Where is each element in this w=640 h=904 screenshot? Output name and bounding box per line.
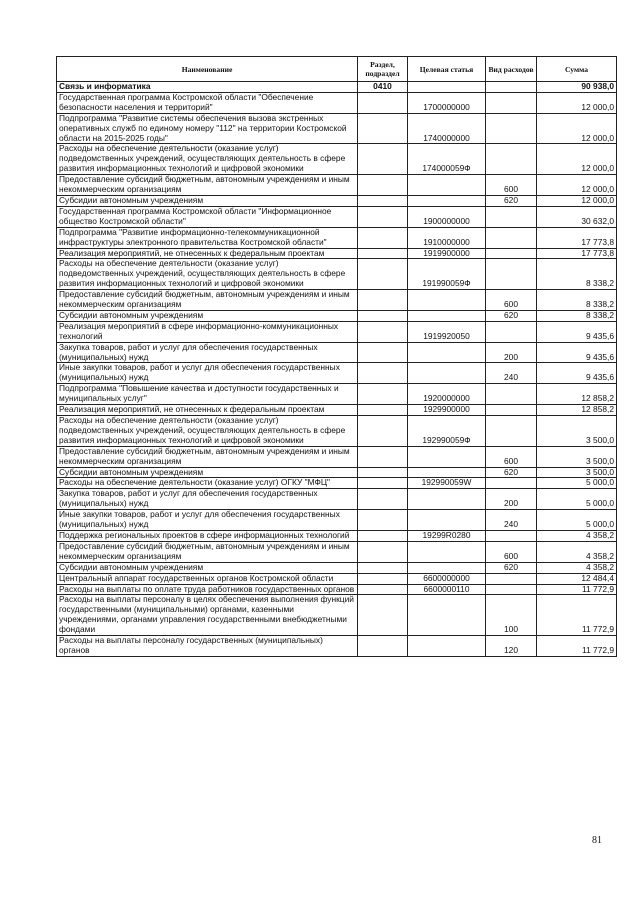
cell-name: Подпрограмма "Развитие системы обеспечения вызова экстренных оперативных служб по единому номеру "112" на территории Костромской области на 2015-2025 годы" <box>57 113 358 144</box>
cell-sum: 11 772,9 <box>537 636 617 657</box>
cell-sum: 3 500,0 <box>537 416 617 447</box>
cell-target: 6600000110 <box>408 584 486 595</box>
cell-kind: 620 <box>486 467 537 478</box>
cell-sum: 3 500,0 <box>537 467 617 478</box>
cell-section <box>358 573 408 584</box>
cell-target: 192990059Ф <box>408 416 486 447</box>
table-row <box>57 573 617 584</box>
cell-kind <box>486 416 537 447</box>
table-row <box>57 530 617 541</box>
cell-target <box>408 175 486 196</box>
cell-sum: 90 938,0 <box>537 82 617 93</box>
cell-sum: 9 435,6 <box>537 363 617 384</box>
cell-kind: 200 <box>486 489 537 510</box>
cell-sum: 8 338,2 <box>537 310 617 321</box>
table-row <box>57 206 617 227</box>
cell-section <box>358 310 408 321</box>
cell-sum: 12 858,2 <box>537 384 617 405</box>
table-row <box>57 321 617 342</box>
cell-kind <box>486 321 537 342</box>
cell-section <box>358 113 408 144</box>
cell-kind <box>486 530 537 541</box>
cell-name: Реализация мероприятий в сфере информационно-коммуникационных технологий <box>57 321 358 342</box>
cell-target <box>408 363 486 384</box>
table-row <box>57 113 617 144</box>
cell-kind <box>486 82 537 93</box>
cell-target: 19299R0280 <box>408 530 486 541</box>
cell-section <box>358 195 408 206</box>
table-row <box>57 384 617 405</box>
cell-sum: 17 773,8 <box>537 227 617 248</box>
cell-kind: 620 <box>486 562 537 573</box>
cell-target <box>408 290 486 311</box>
table-row <box>57 595 617 636</box>
cell-name: Расходы на обеспечение деятельности (оказание услуг) ОГКУ "МФЦ" <box>57 478 358 489</box>
cell-sum: 4 358,2 <box>537 562 617 573</box>
cell-target <box>408 510 486 531</box>
cell-sum: 11 772,9 <box>537 595 617 636</box>
cell-section <box>358 510 408 531</box>
cell-section <box>358 227 408 248</box>
cell-target: 1900000000 <box>408 206 486 227</box>
table-row <box>57 310 617 321</box>
table-row <box>57 363 617 384</box>
cell-target: 1929900000 <box>408 405 486 416</box>
cell-name: Расходы на обеспечение деятельности (оказание услуг) подведомственных учреждений, осуществляющих деятельность в сфере развития информационных технологий и цифровой экономики <box>57 416 358 447</box>
cell-kind: 600 <box>486 541 537 562</box>
cell-sum: 11 772,9 <box>537 584 617 595</box>
table-row <box>57 446 617 467</box>
cell-kind: 240 <box>486 510 537 531</box>
cell-name: Предоставление субсидий бюджетным, автономным учреждениям и иным некоммерческим организациям <box>57 446 358 467</box>
table-body <box>57 82 617 657</box>
cell-name: Иные закупки товаров, работ и услуг для обеспечения государственных (муниципальных) нужд <box>57 510 358 531</box>
cell-sum: 12 000,0 <box>537 195 617 206</box>
table-row <box>57 584 617 595</box>
cell-kind: 620 <box>486 310 537 321</box>
cell-section <box>358 467 408 478</box>
cell-kind <box>486 227 537 248</box>
cell-target: 1919900000 <box>408 248 486 259</box>
cell-name: Субсидии автономным учреждениям <box>57 467 358 478</box>
table-row <box>57 195 617 206</box>
cell-target <box>408 195 486 206</box>
cell-target <box>408 541 486 562</box>
cell-kind: 600 <box>486 175 537 196</box>
cell-name: Закупка товаров, работ и услуг для обеспечения государственных (муниципальных) нужд <box>57 489 358 510</box>
cell-target: 1700000000 <box>408 92 486 113</box>
cell-sum: 12 484,4 <box>537 573 617 584</box>
header-name: Наименование <box>57 57 358 82</box>
cell-name: Расходы на выплаты персоналу в целях обеспечения выполнения функций государственными (муниципальными) органами, казенными учреждениями, органами управления государственными внебюджетными фондами <box>57 595 358 636</box>
cell-section <box>358 175 408 196</box>
cell-name: Расходы на обеспечение деятельности (оказание услуг) подведомственных учреждений, осуществляющих деятельность в сфере развития информационных технологий и цифровой экономики <box>57 259 358 290</box>
table-row <box>57 562 617 573</box>
table-row <box>57 259 617 290</box>
cell-name: Расходы на обеспечение деятельности (оказание услуг) подведомственных учреждений, осуществляющих деятельность в сфере развития информационных технологий и цифровой экономики <box>57 144 358 175</box>
cell-kind <box>486 92 537 113</box>
table-row <box>57 489 617 510</box>
cell-name: Закупка товаров, работ и услуг для обеспечения государственных (муниципальных) нужд <box>57 342 358 363</box>
cell-section <box>358 541 408 562</box>
table-row <box>57 82 617 93</box>
cell-sum: 5 000,0 <box>537 489 617 510</box>
cell-target: 1740000000 <box>408 113 486 144</box>
cell-name: Предоставление субсидий бюджетным, автономным учреждениям и иным некоммерческим организациям <box>57 290 358 311</box>
cell-kind <box>486 384 537 405</box>
cell-sum: 4 358,2 <box>537 541 617 562</box>
cell-section <box>358 405 408 416</box>
table-row <box>57 342 617 363</box>
cell-target <box>408 562 486 573</box>
cell-kind: 120 <box>486 636 537 657</box>
table-row <box>57 478 617 489</box>
cell-target: 1919920050 <box>408 321 486 342</box>
cell-target: 191990059Ф <box>408 259 486 290</box>
cell-name: Субсидии автономным учреждениям <box>57 310 358 321</box>
header-kind: Вид расходов <box>486 57 537 82</box>
cell-target: 6600000000 <box>408 573 486 584</box>
table-row <box>57 405 617 416</box>
cell-section: 0410 <box>358 82 408 93</box>
cell-target <box>408 82 486 93</box>
cell-sum: 12 000,0 <box>537 175 617 196</box>
cell-section <box>358 290 408 311</box>
cell-section <box>358 248 408 259</box>
table-row <box>57 175 617 196</box>
table-row <box>57 290 617 311</box>
table-row <box>57 510 617 531</box>
table-row <box>57 416 617 447</box>
cell-kind: 600 <box>486 446 537 467</box>
cell-name: Реализация мероприятий, не отнесенных к федеральным проектам <box>57 248 358 259</box>
cell-target <box>408 595 486 636</box>
cell-kind: 240 <box>486 363 537 384</box>
cell-section <box>358 584 408 595</box>
cell-sum: 9 435,6 <box>537 342 617 363</box>
cell-name: Субсидии автономным учреждениям <box>57 195 358 206</box>
cell-sum: 8 338,2 <box>537 290 617 311</box>
cell-target <box>408 489 486 510</box>
cell-section <box>358 144 408 175</box>
cell-target <box>408 342 486 363</box>
cell-kind <box>486 113 537 144</box>
cell-section <box>358 446 408 467</box>
cell-target: 1920000000 <box>408 384 486 405</box>
table-row <box>57 541 617 562</box>
cell-section <box>358 530 408 541</box>
cell-name: Поддержка региональных проектов в сфере информационных технологий <box>57 530 358 541</box>
cell-sum: 8 338,2 <box>537 259 617 290</box>
cell-name: Государственная программа Костромской области "Информационное общество Костромской области" <box>57 206 358 227</box>
cell-section <box>358 595 408 636</box>
cell-name: Предоставление субсидий бюджетным, автономным учреждениям и иным некоммерческим организациям <box>57 175 358 196</box>
cell-name: Государственная программа Костромской области "Обеспечение безопасности населения и территорий" <box>57 92 358 113</box>
cell-sum: 12 000,0 <box>537 92 617 113</box>
cell-kind <box>486 405 537 416</box>
cell-sum: 4 358,2 <box>537 530 617 541</box>
cell-name: Предоставление субсидий бюджетным, автономным учреждениям и иным некоммерческим организациям <box>57 541 358 562</box>
cell-sum: 5 000,0 <box>537 510 617 531</box>
cell-name: Связь и информатика <box>57 82 358 93</box>
cell-kind <box>486 259 537 290</box>
table-row <box>57 92 617 113</box>
cell-sum: 9 435,6 <box>537 321 617 342</box>
cell-kind <box>486 478 537 489</box>
cell-kind: 200 <box>486 342 537 363</box>
cell-name: Расходы на выплаты персоналу государственных (муниципальных) органов <box>57 636 358 657</box>
cell-section <box>358 416 408 447</box>
table-row <box>57 248 617 259</box>
table-row <box>57 636 617 657</box>
cell-target: 174000059Ф <box>408 144 486 175</box>
cell-target <box>408 636 486 657</box>
cell-sum: 17 773,8 <box>537 248 617 259</box>
cell-sum: 12 000,0 <box>537 113 617 144</box>
cell-name: Расходы на выплаты по оплате труда работников государственных органов <box>57 584 358 595</box>
cell-section <box>358 321 408 342</box>
cell-name: Центральный аппарат государственных органов Костромской области <box>57 573 358 584</box>
page-number: 81 <box>592 835 602 846</box>
cell-kind: 100 <box>486 595 537 636</box>
cell-section <box>358 342 408 363</box>
cell-sum: 12 858,2 <box>537 405 617 416</box>
cell-target <box>408 467 486 478</box>
cell-target <box>408 446 486 467</box>
cell-kind <box>486 248 537 259</box>
cell-name: Подпрограмма "Развитие информационно-телекоммуникационной инфраструктуры электронного правительства Костромской области" <box>57 227 358 248</box>
budget-table <box>56 56 617 657</box>
cell-name: Подпрограмма "Повышение качества и доступности государственных и муниципальных услуг" <box>57 384 358 405</box>
cell-kind <box>486 584 537 595</box>
cell-target <box>408 310 486 321</box>
table-row <box>57 144 617 175</box>
table-header-row <box>57 57 617 82</box>
cell-section <box>358 562 408 573</box>
header-section: Раздел, подраздел <box>358 57 408 82</box>
header-target: Целевая статья <box>408 57 486 82</box>
cell-section <box>358 478 408 489</box>
cell-section <box>358 489 408 510</box>
cell-kind: 620 <box>486 195 537 206</box>
cell-section <box>358 259 408 290</box>
cell-section <box>358 92 408 113</box>
cell-name: Иные закупки товаров, работ и услуг для обеспечения государственных (муниципальных) нужд <box>57 363 358 384</box>
table-row <box>57 227 617 248</box>
cell-target: 192990059W <box>408 478 486 489</box>
cell-name: Субсидии автономным учреждениям <box>57 562 358 573</box>
cell-name: Реализация мероприятий, не отнесенных к федеральным проектам <box>57 405 358 416</box>
cell-kind <box>486 573 537 584</box>
cell-sum: 12 000,0 <box>537 144 617 175</box>
cell-section <box>358 384 408 405</box>
header-sum: Сумма <box>537 57 617 82</box>
cell-sum: 30 632,0 <box>537 206 617 227</box>
table-row <box>57 467 617 478</box>
cell-kind <box>486 144 537 175</box>
cell-target: 1910000000 <box>408 227 486 248</box>
cell-section <box>358 636 408 657</box>
cell-kind <box>486 206 537 227</box>
cell-sum: 5 000,0 <box>537 478 617 489</box>
cell-section <box>358 206 408 227</box>
cell-sum: 3 500,0 <box>537 446 617 467</box>
cell-section <box>358 363 408 384</box>
cell-kind: 600 <box>486 290 537 311</box>
